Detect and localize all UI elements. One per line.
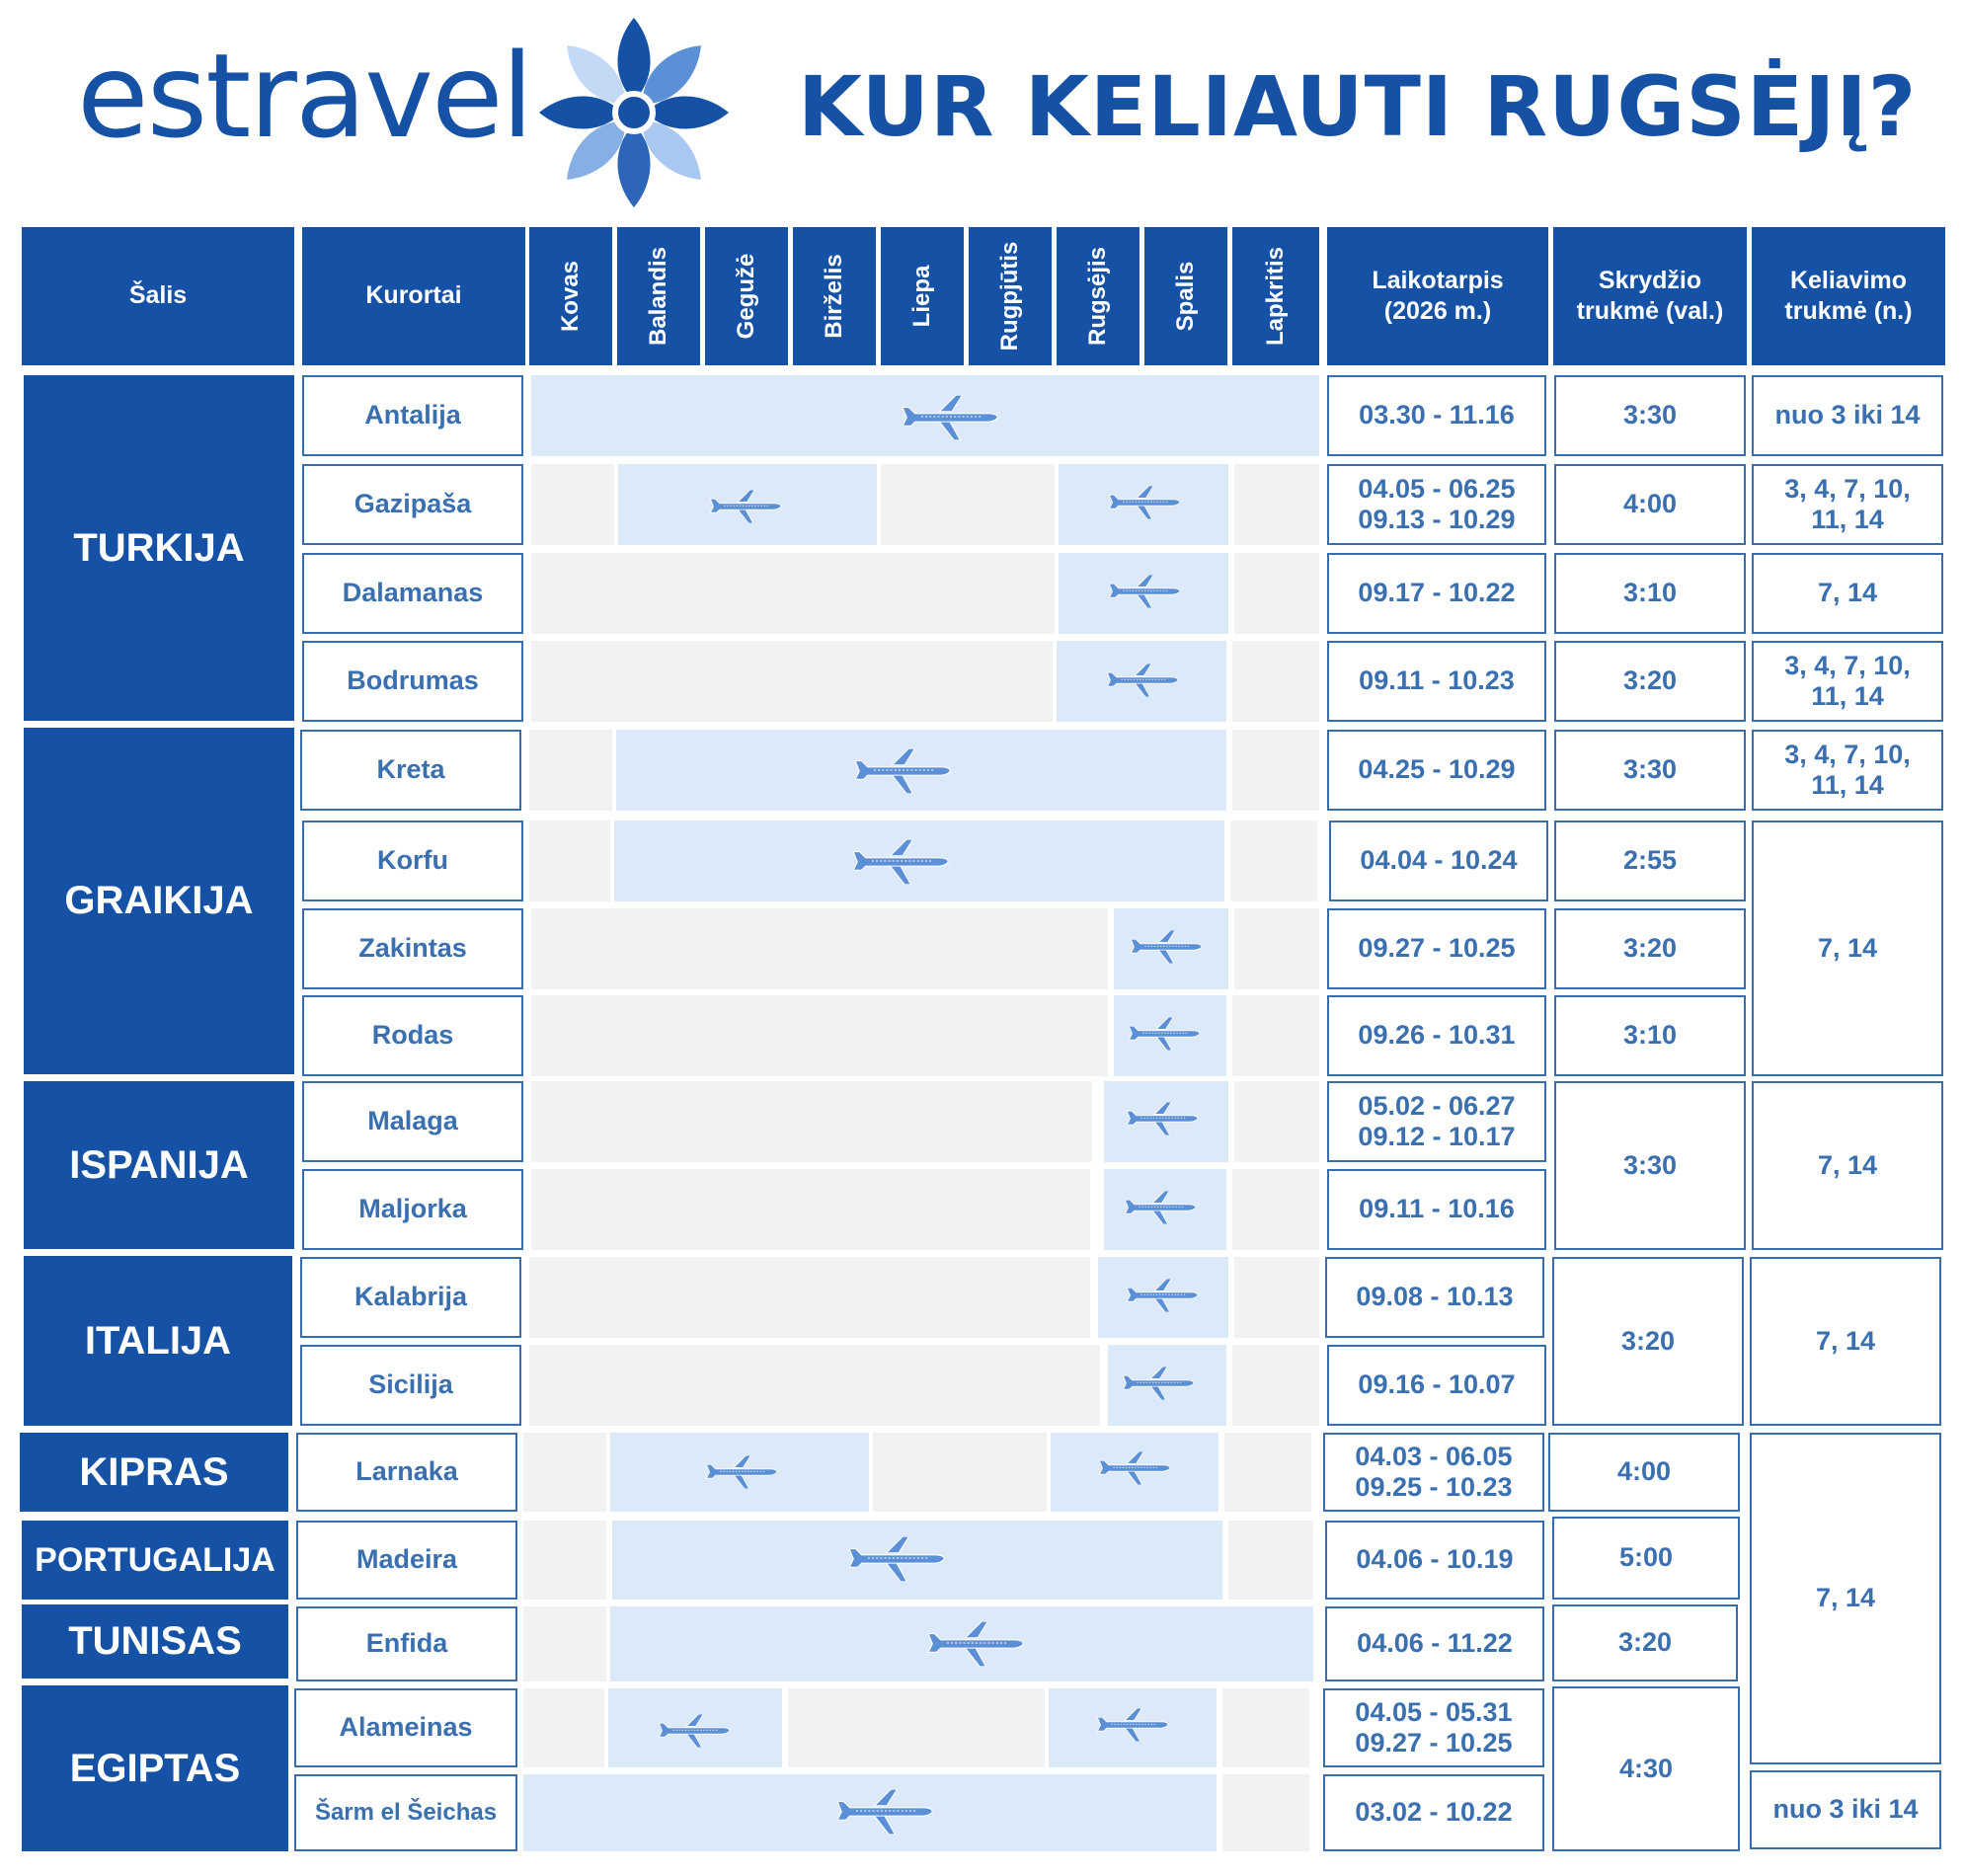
timeline-segment (531, 908, 1108, 989)
period-cell: 09.27 - 10.25 (1327, 908, 1546, 989)
header-month-lapkritis: Lapkritis (1232, 227, 1319, 365)
airplane-icon (707, 490, 784, 523)
resort-cell: Madeira (296, 1521, 517, 1600)
timeline-segment (523, 1433, 606, 1512)
header-month-geguze: Gegužė (705, 227, 788, 365)
timeline-segment (1234, 1257, 1319, 1338)
resort-cell: Šarm el Šeichas (294, 1774, 517, 1851)
trip-duration-cell: nuo 3 iki 14 (1752, 375, 1943, 456)
trip-duration-cell: 3, 4, 7, 10, 11, 14 (1752, 464, 1943, 545)
flight-duration-cell: 4:00 (1548, 1433, 1740, 1512)
flower-logo-icon (535, 14, 733, 211)
trip-duration-cell: 7, 14 (1752, 821, 1943, 1076)
country-graikija: GRAIKIJA (24, 728, 294, 1074)
timeline-segment (529, 1257, 1090, 1338)
airplane-icon (703, 1455, 780, 1489)
resort-cell: Dalamanas (302, 553, 523, 634)
airplane-icon (1122, 1191, 1199, 1224)
airplane-icon (851, 748, 954, 794)
period-cell: 09.08 - 10.13 (1325, 1257, 1544, 1338)
airplane-icon (845, 1536, 948, 1582)
header-month-kovas: Kovas (529, 227, 612, 365)
resort-cell: Gazipaša (302, 464, 523, 545)
flight-duration-cell: 3:20 (1552, 1604, 1738, 1681)
timeline-segment (531, 464, 614, 545)
timeline-segment (531, 1081, 1092, 1162)
flight-duration-cell: 3:20 (1552, 1257, 1744, 1426)
trip-duration-cell: 7, 14 (1752, 553, 1943, 634)
period-cell: 04.06 - 11.22 (1325, 1606, 1544, 1681)
resort-cell: Antalija (302, 375, 523, 456)
timeline-segment (1234, 908, 1319, 989)
period-cell: 05.02 - 06.27 09.12 - 10.17 (1327, 1081, 1546, 1162)
header-resorts: Kurortai (302, 227, 525, 365)
airplane-icon (1128, 930, 1205, 964)
header-month-birzelis: Birželis (793, 227, 876, 365)
header-period: Laikotarpis (2026 m.) (1327, 227, 1548, 365)
brand-logo-text: estravel (77, 28, 532, 164)
period-cell: 09.26 - 10.31 (1327, 995, 1546, 1076)
trip-duration-cell: 7, 14 (1750, 1433, 1941, 1764)
country-kipras: KIPRAS (20, 1433, 288, 1512)
country-italija: ITALIJA (24, 1256, 292, 1426)
resort-cell: Korfu (302, 821, 523, 901)
flight-duration-cell: 3:10 (1554, 553, 1746, 634)
period-cell: 04.05 - 06.25 09.13 - 10.29 (1327, 464, 1546, 545)
timeline-segment (531, 995, 1108, 1076)
country-turkija: TURKIJA (24, 375, 294, 721)
header-country: Šalis (22, 227, 294, 365)
flight-duration-cell: 3:30 (1554, 1081, 1746, 1250)
timeline-segment (873, 1433, 1047, 1512)
period-cell: 09.11 - 10.16 (1327, 1169, 1546, 1250)
period-cell: 04.06 - 10.19 (1325, 1521, 1544, 1600)
airplane-icon (1106, 486, 1183, 519)
flight-duration-cell: 3:20 (1554, 641, 1746, 722)
header-month-rugpjutis: Rugpjūtis (969, 227, 1052, 365)
flight-duration-cell: 3:10 (1554, 995, 1746, 1076)
airplane-icon (1104, 664, 1181, 697)
timeline-segment (523, 1606, 606, 1681)
resort-cell: Enfida (296, 1606, 517, 1681)
timeline-segment (523, 1521, 606, 1600)
page-title: KUR KELIAUTI RUGSĖJĮ? (798, 58, 1918, 155)
trip-duration-cell: 7, 14 (1750, 1257, 1941, 1426)
timeline-segment (1232, 1169, 1319, 1250)
header-month-balandis: Balandis (617, 227, 700, 365)
timeline-segment (1234, 1081, 1319, 1162)
airplane-icon (1126, 1017, 1203, 1051)
resort-cell: Maljorka (302, 1169, 523, 1250)
trip-duration-cell: 3, 4, 7, 10, 11, 14 (1752, 730, 1943, 811)
timeline-segment (1222, 1774, 1309, 1851)
timeline-segment (1228, 1521, 1313, 1600)
trip-duration-cell: nuo 3 iki 14 (1750, 1770, 1941, 1849)
airplane-icon (1124, 1102, 1201, 1135)
flight-duration-cell: 3:30 (1554, 730, 1746, 811)
resort-cell: Zakintas (302, 908, 523, 989)
flight-duration-cell: 3:20 (1554, 908, 1746, 989)
period-cell: 09.17 - 10.22 (1327, 553, 1546, 634)
period-cell: 04.03 - 06.05 09.25 - 10.23 (1323, 1433, 1544, 1512)
timeline-segment (523, 1688, 604, 1767)
timeline-segment (1222, 1688, 1309, 1767)
country-tunisas: TUNISAS (22, 1604, 288, 1679)
period-cell: 03.30 - 11.16 (1327, 375, 1546, 456)
airplane-icon (833, 1789, 936, 1835)
header-month-rugsejis: Rugsėjis (1057, 227, 1140, 365)
trip-duration-cell: 7, 14 (1752, 1081, 1943, 1250)
airplane-icon (849, 839, 952, 885)
timeline-segment (529, 730, 612, 811)
timeline-segment (529, 821, 610, 901)
country-egiptas: EGIPTAS (22, 1685, 288, 1851)
flight-duration-cell: 3:30 (1554, 375, 1746, 456)
flight-duration-cell: 5:00 (1552, 1517, 1740, 1600)
resort-cell: Sicilija (300, 1345, 521, 1426)
timeline-segment (1232, 1345, 1319, 1426)
resort-cell: Alameinas (294, 1688, 517, 1767)
period-cell: 03.02 - 10.22 (1323, 1774, 1544, 1851)
period-cell: 04.04 - 10.24 (1329, 821, 1548, 901)
country-portugalija: PORTUGALIJA (22, 1521, 288, 1600)
flight-duration-cell: 4:00 (1554, 464, 1746, 545)
resort-cell: Larnaka (296, 1433, 517, 1512)
timeline-segment (529, 1345, 1100, 1426)
timeline-segment (1232, 730, 1319, 811)
airplane-icon (1120, 1367, 1197, 1400)
timeline-segment (1232, 995, 1319, 1076)
header-trip: Keliavimo trukmė (n.) (1752, 227, 1945, 365)
timeline-segment (1232, 641, 1319, 722)
timeline-segment (1224, 1433, 1311, 1512)
airplane-icon (1094, 1708, 1171, 1742)
timeline-segment (788, 1688, 1045, 1767)
timeline-segment (531, 641, 1053, 722)
country-ispanija: ISPANIJA (24, 1081, 294, 1249)
period-cell: 09.16 - 10.07 (1327, 1345, 1546, 1426)
period-cell: 04.25 - 10.29 (1327, 730, 1546, 811)
timeline-segment (1234, 553, 1319, 634)
timeline-segment (1234, 464, 1319, 545)
resort-cell: Rodas (302, 995, 523, 1076)
timeline-segment (1230, 821, 1317, 901)
header-month-spalis: Spalis (1144, 227, 1227, 365)
airplane-icon (924, 1621, 1027, 1667)
flight-duration-cell: 2:55 (1554, 821, 1746, 901)
period-cell: 09.11 - 10.23 (1327, 641, 1546, 722)
airplane-icon (899, 395, 1001, 440)
trip-duration-cell: 3, 4, 7, 10, 11, 14 (1752, 641, 1943, 722)
timeline-segment (531, 1169, 1090, 1250)
airplane-icon (656, 1714, 733, 1748)
flight-duration-cell: 4:30 (1552, 1686, 1740, 1851)
resort-cell: Kalabrija (300, 1257, 521, 1338)
airplane-icon (1096, 1451, 1173, 1485)
resort-cell: Bodrumas (302, 641, 523, 722)
header-month-liepa: Liepa (881, 227, 964, 365)
timeline-segment (881, 464, 1055, 545)
airplane-icon (1106, 575, 1183, 608)
header-flight: Skrydžio trukmė (val.) (1553, 227, 1747, 365)
airplane-icon (1124, 1279, 1201, 1312)
resort-cell: Malaga (302, 1081, 523, 1162)
period-cell: 04.05 - 05.31 09.27 - 10.25 (1323, 1688, 1544, 1767)
timeline-segment (531, 553, 1055, 634)
resort-cell: Kreta (300, 730, 521, 811)
